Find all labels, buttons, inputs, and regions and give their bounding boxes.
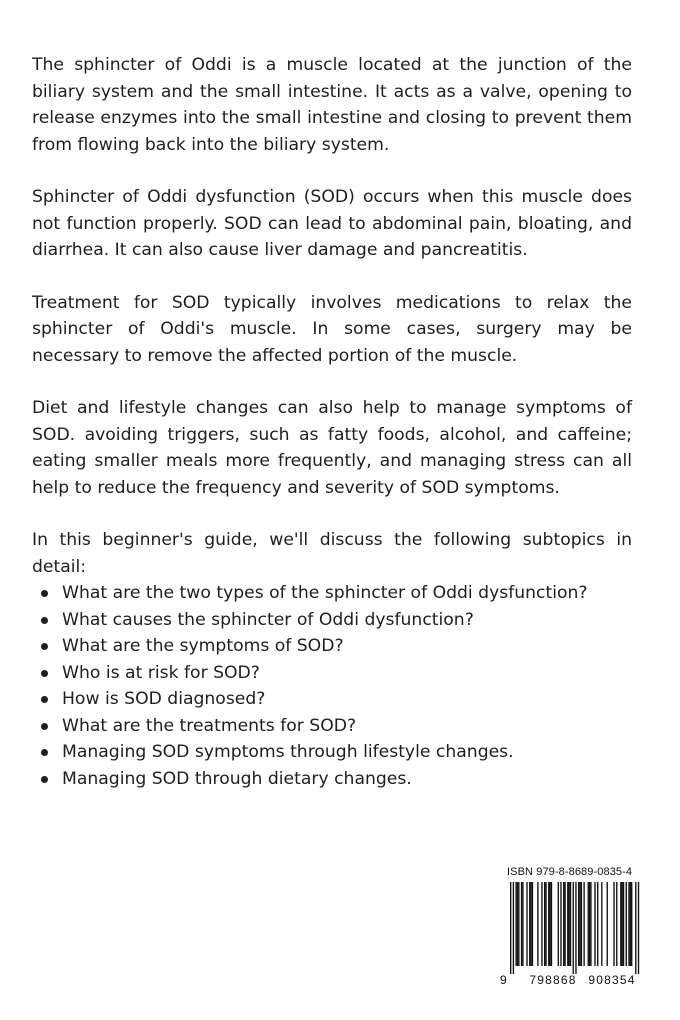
list-item-text: What are the two types of the sphincter of Oddi dysfunction?	[62, 583, 588, 603]
barcode-bar	[544, 882, 545, 966]
barcode-bar	[607, 882, 608, 966]
barcode-bar	[560, 882, 561, 966]
bullet-icon	[41, 590, 48, 597]
barcode-bar	[635, 882, 636, 974]
barcode-bar	[537, 882, 538, 966]
barcode-bar	[622, 882, 623, 966]
list-item-text: Who is at risk for SOD?	[62, 662, 260, 683]
barcode-bar	[638, 882, 639, 974]
barcode-bar	[588, 882, 589, 966]
barcode-bar	[510, 882, 511, 974]
list-item-text: What are the treatments for SOD?	[62, 715, 357, 736]
list-item	[32, 607, 632, 634]
list-item	[32, 686, 632, 713]
barcode-bar	[513, 882, 514, 974]
paragraph-treatment: Treatment for SOD typically involves medications to relax the sphincter of Oddi's muscle. In some cases, surgery may be necessary to remove the affected portion of the muscle.	[32, 292, 632, 366]
barcode-bar	[628, 882, 629, 966]
list-item-text: Managing SOD through dietary changes.	[62, 768, 412, 789]
barcode-bar	[579, 882, 580, 966]
barcode-bar	[573, 882, 574, 974]
barcode-bar	[558, 882, 559, 966]
barcode-bar	[518, 882, 519, 966]
bullet-icon	[41, 723, 48, 730]
barcode-bar	[529, 882, 530, 966]
barcode-bar	[551, 882, 552, 966]
list-item	[32, 766, 632, 793]
barcode-bar	[548, 882, 549, 966]
subtopic-list	[32, 580, 632, 792]
back-cover-text	[32, 52, 632, 792]
barcode-bar	[549, 882, 550, 966]
isbn-barcode	[497, 862, 653, 990]
paragraph-dysfunction: Sphincter of Oddi dysfunction (SOD) occurs when this muscle does not function properly. SOD can lead to abdominal pain, bloating, and diarrhea. It can also cause liver damage and pancreatitis.	[32, 187, 632, 260]
list-item	[32, 580, 632, 607]
barcode-bar	[575, 882, 576, 974]
barcode-bar	[623, 882, 624, 966]
barcode-bar	[570, 882, 571, 966]
paragraph-guide-intro: In this beginner's guide, we'll discuss the following subtopics in detail:	[32, 530, 632, 577]
list-item	[32, 633, 632, 660]
barcode-bar	[583, 882, 584, 966]
barcode-graphic	[497, 880, 653, 990]
list-item	[32, 660, 632, 687]
list-item-text: How is SOD diagnosed?	[62, 689, 266, 709]
barcode-bar	[563, 882, 564, 966]
barcode-bar	[613, 882, 614, 966]
barcode-bar	[515, 882, 516, 966]
list-item-text: What causes the sphincter of Oddi dysfunction?	[62, 609, 474, 630]
barcode-bar	[530, 882, 531, 966]
bullet-icon	[41, 643, 48, 650]
barcode-bars	[510, 882, 639, 974]
barcode-bar	[597, 882, 598, 966]
list-item-text: What are the symptoms of SOD?	[62, 636, 344, 656]
bullet-icon	[41, 617, 48, 624]
paragraph-lifestyle: Diet and lifestyle changes can also help to manage symptoms of SOD. avoiding triggers, such as fatty foods, alcohol, and caffeine; eating smaller meals more frequently, and managing stress can all help to reduce the frequency and severity of SOD symptoms.	[32, 398, 632, 498]
bullet-icon	[41, 776, 48, 783]
barcode-right-digits: 908354	[588, 973, 636, 987]
barcode-bar	[601, 882, 602, 966]
list-item	[32, 713, 632, 740]
barcode-left-digits: 798868	[529, 973, 577, 987]
barcode-bar	[630, 882, 631, 966]
barcode-bar	[517, 882, 518, 966]
barcode-bar	[522, 882, 523, 966]
barcode-bar	[590, 882, 591, 966]
barcode-bar	[594, 882, 595, 966]
barcode-bar	[616, 882, 617, 966]
barcode-bar	[581, 882, 582, 966]
paragraph-definition: The sphincter of Oddi is a muscle located at the junction of the biliary system and the small intestine. It acts as a valve, opening to release enzymes into the small intestine and closing to prevent them from flowing back into the biliary system.	[32, 55, 632, 155]
barcode-bar	[521, 882, 522, 966]
barcode-bar	[545, 882, 546, 966]
list-item	[32, 739, 632, 766]
barcode-bar	[620, 882, 621, 966]
barcode-bar	[564, 882, 565, 966]
isbn-label: ISBN 979-8-8689-0835-4	[507, 866, 633, 878]
list-item-text: Managing SOD symptoms through lifestyle changes.	[62, 742, 514, 762]
barcode-bar	[541, 882, 542, 966]
bullet-icon	[41, 696, 48, 703]
barcode-bar	[532, 882, 533, 966]
barcode-bar	[589, 882, 590, 966]
bullet-icon	[41, 670, 48, 677]
barcode-bar	[578, 882, 579, 966]
barcode-bar	[567, 882, 568, 966]
barcode-bar	[526, 882, 527, 966]
barcode-bar	[626, 882, 627, 966]
barcode-bar	[568, 882, 569, 966]
barcode-bar	[631, 882, 632, 966]
bullet-icon	[41, 749, 48, 756]
barcode-lead-digit: 9	[500, 973, 507, 987]
